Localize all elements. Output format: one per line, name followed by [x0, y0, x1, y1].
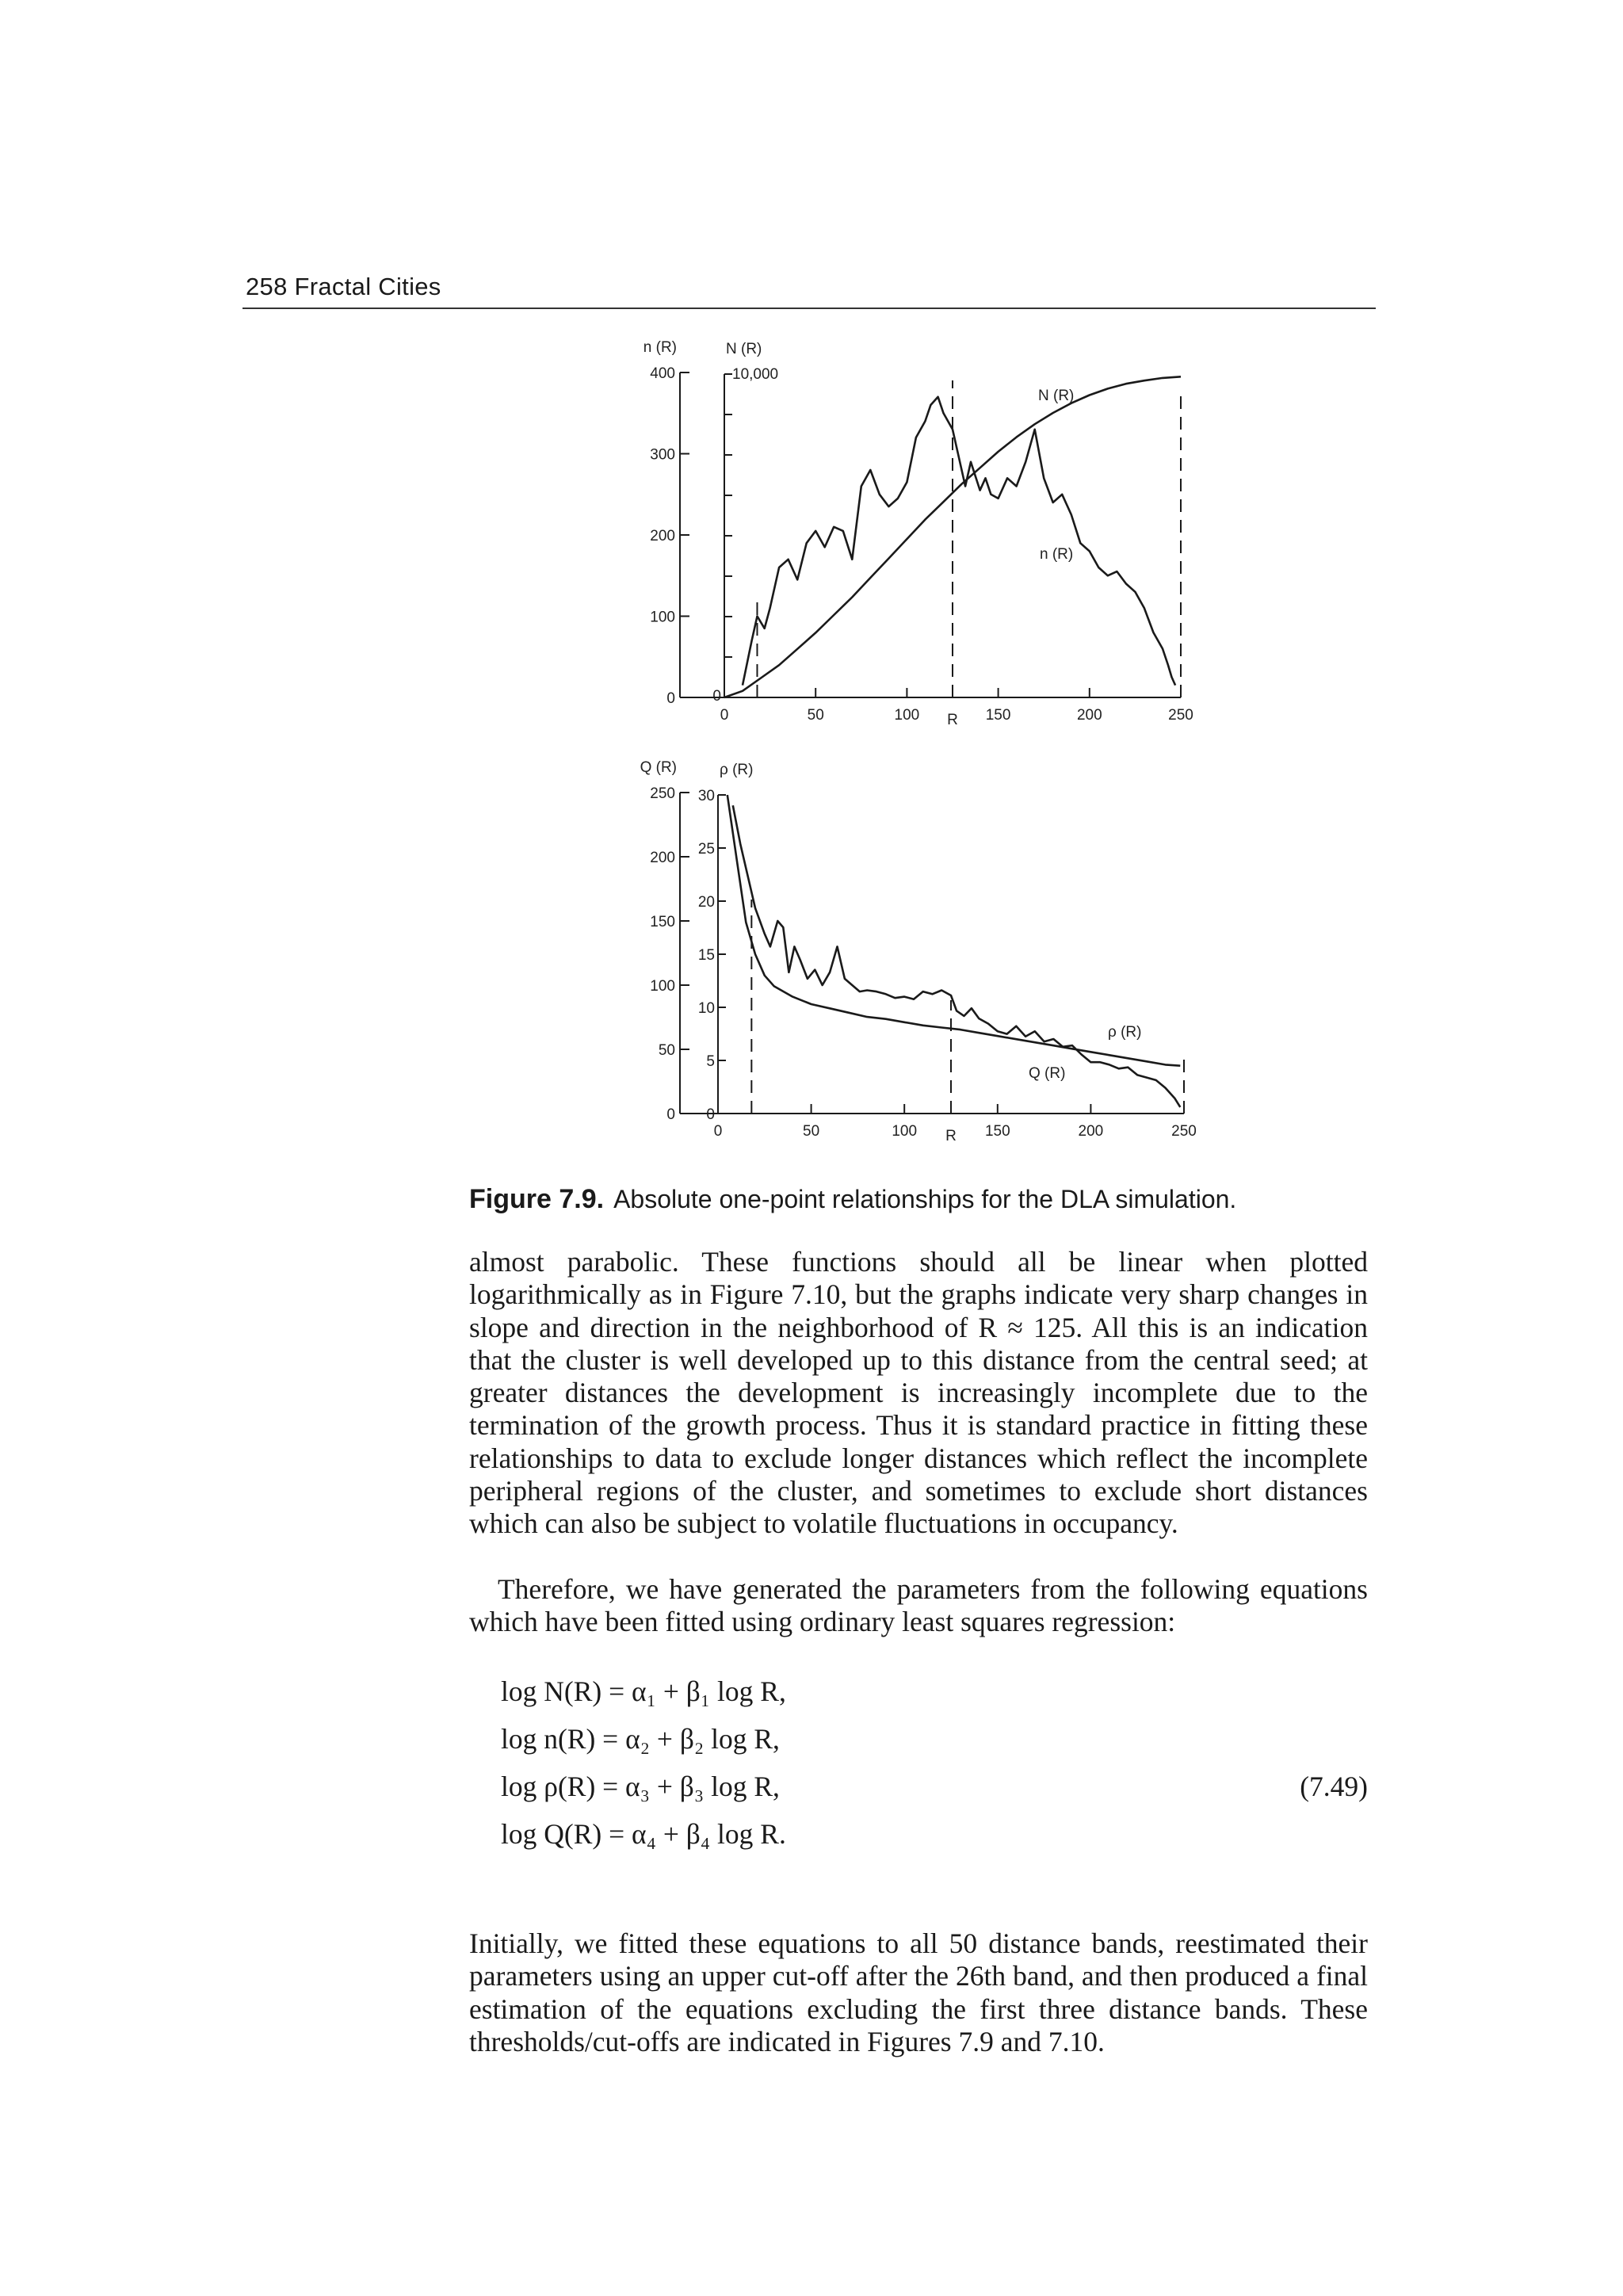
series-line	[743, 397, 1175, 686]
right-axis-label: N (R)	[726, 341, 762, 357]
equation-text: log ρ(R) = α₃ + β₃ log R,	[501, 1771, 780, 1802]
right-axis-tick-label: 10	[697, 1000, 715, 1017]
right-axis-tick-label: 0	[712, 688, 721, 705]
x-axis-tick-label: 100	[892, 1123, 918, 1140]
x-axis-tick-label: 200	[1078, 1123, 1104, 1140]
equation-text: log n(R) = α₂ + β₂ log R,	[501, 1723, 780, 1755]
right-axis-tick-label: 20	[697, 894, 715, 911]
equation-2	[501, 1715, 1368, 1763]
paragraph-text: Therefore, we have generated the parameters from the following equations which have been fitted using ordinary least squares regression:	[469, 1573, 1368, 1638]
x-axis-tick-label: 250	[1171, 1123, 1197, 1140]
left-axis-tick-label: 150	[650, 914, 675, 930]
series-label: n (R)	[1040, 546, 1074, 563]
series-label: N (R)	[1038, 388, 1075, 404]
series-label: ρ (R)	[1108, 1024, 1142, 1041]
x-axis-label: R	[945, 1128, 957, 1144]
right-axis-tick-label: 5	[706, 1053, 715, 1070]
right-axis-tick-label: 15	[697, 947, 715, 964]
right-axis-tick-label: 25	[697, 841, 715, 858]
body-paragraph-1	[469, 1246, 1368, 1541]
right-axis-tick-label: 10,000	[732, 366, 779, 383]
left-axis-tick-label: 300	[650, 446, 675, 464]
x-axis-tick-label: 200	[1076, 707, 1102, 724]
caption-label: Figure 7.9.	[469, 1184, 605, 1214]
left-axis-tick-label: 200	[650, 528, 675, 544]
body-paragraph-3	[469, 1927, 1368, 2058]
x-axis-tick-label: 150	[984, 1123, 1010, 1140]
equation-1	[501, 1668, 1368, 1715]
left-axis-tick-label: 400	[650, 365, 675, 382]
series-line	[733, 805, 1181, 1107]
right-axis-tick-label: 0	[706, 1106, 715, 1123]
right-axis-label: ρ (R)	[720, 762, 754, 778]
left-axis-tick-label: 100	[650, 978, 675, 995]
left-axis-label: Q (R)	[640, 759, 677, 776]
x-axis-tick-label: 0	[720, 707, 729, 724]
paragraph-text: almost parabolic. These functions should all be linear when plotted logarithmically as in Figure 7.10, but the graphs indicate very sharp changes in slope and direction in the neighborhood of R ≈ 125. All this is an indication that the cluster is well developed up to this distance from the central seed; at greater distances the development is increasingly incomplete due to the termination of the growth process. Thus it is standard practice in fitting these relationships to data to exclude longer distances which reflect the incomplete peripheral regions of the cluster, and sometimes to exclude short distances which can also be subject to volatile fluctuations in occupancy.	[469, 1246, 1368, 1540]
figure-caption	[469, 1184, 1236, 1215]
equation-3	[501, 1763, 1368, 1810]
equation-block	[501, 1668, 1368, 1858]
chart-n-N	[643, 339, 1193, 728]
equation-text: log N(R) = α₁ + β₁ log R,	[501, 1675, 786, 1707]
left-axis-tick-label: 250	[650, 785, 675, 802]
x-axis-tick-label: 50	[807, 707, 824, 724]
equation-number: (7.49)	[1300, 1771, 1368, 1802]
right-axis-tick-label: 30	[697, 788, 715, 804]
x-axis-tick-label: 50	[803, 1123, 820, 1140]
left-axis-tick-label: 0	[666, 690, 675, 707]
paragraph-text: Initially, we fitted these equations to all 50 distance bands, reestimated their parameters using an upper cut-off after the 26th band, and then produced a final estimation of the equations excluding the first three distance bands. These thresholds/cut-offs are indicated in Figures 7.9 and 7.10.	[469, 1927, 1368, 2057]
series-label: Q (R)	[1029, 1065, 1066, 1082]
x-axis-tick-label: 150	[985, 707, 1011, 724]
left-axis-tick-label: 50	[658, 1042, 675, 1059]
running-head: 258 Fractal Cities	[246, 273, 441, 300]
x-axis-label: R	[947, 712, 958, 728]
caption-text: Absolute one-point relationships for the DLA simulation.	[613, 1185, 1237, 1213]
x-axis-tick-label: 100	[894, 707, 920, 724]
left-axis-tick-label: 0	[666, 1106, 675, 1123]
x-axis-tick-label: 0	[713, 1123, 723, 1140]
x-axis-tick-label: 250	[1168, 707, 1193, 724]
left-axis-tick-label: 200	[650, 850, 675, 866]
equation-4	[501, 1810, 1368, 1858]
left-axis-tick-label: 100	[650, 609, 675, 626]
chart-Q-rho	[640, 759, 1197, 1144]
left-axis-label: n (R)	[643, 339, 677, 356]
body-paragraph-2	[469, 1573, 1368, 1639]
equation-text: log Q(R) = α₄ + β₄ log R.	[501, 1818, 786, 1850]
